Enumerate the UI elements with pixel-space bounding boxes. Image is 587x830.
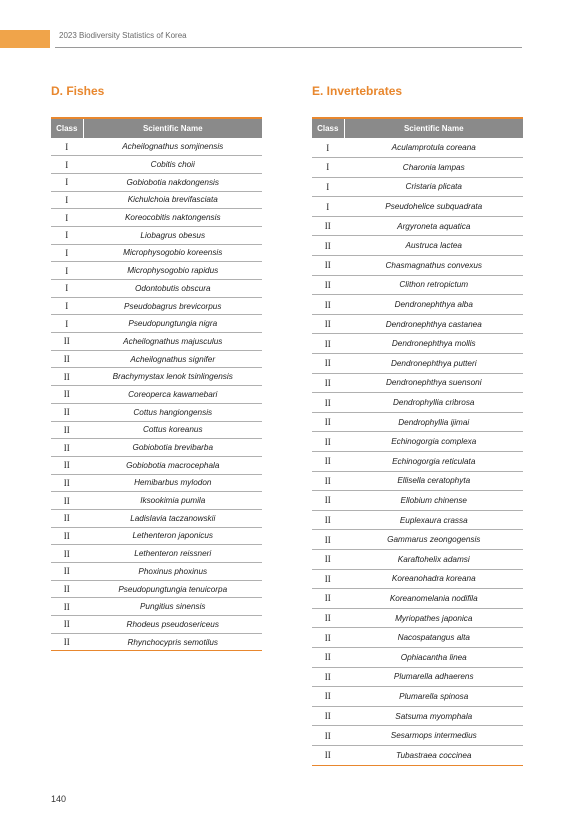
class-cell: I: [312, 158, 344, 178]
class-cell: II: [312, 373, 344, 393]
table-row: [312, 197, 523, 217]
class-cell: II: [312, 608, 344, 628]
fishes-section-title: D. Fishes: [51, 84, 105, 98]
scientific-name-cell: Satsuma myomphala: [344, 706, 523, 726]
class-cell: II: [51, 616, 83, 634]
table-row: [51, 474, 262, 492]
scientific-name-cell: Koreanomelania nodifila: [344, 589, 523, 609]
table-row: [51, 386, 262, 404]
scientific-name-cell: Plumarella spinosa: [344, 687, 523, 707]
scientific-name-cell: Argyroneta aquatica: [344, 216, 523, 236]
table-row: [51, 209, 262, 227]
page-number: 140: [51, 794, 67, 804]
class-cell: II: [312, 530, 344, 550]
scientific-name-cell: Dendronephthya castanea: [344, 314, 523, 334]
scientific-name-cell: Ophiacantha linea: [344, 647, 523, 667]
class-cell: II: [51, 598, 83, 616]
table-row: [312, 745, 523, 765]
table-row: [312, 236, 523, 256]
header-divider: [55, 47, 522, 48]
table-row: [51, 456, 262, 474]
scientific-name-cell: Dendronephthya suensoni: [344, 373, 523, 393]
table-row: [51, 509, 262, 527]
table-row: [51, 616, 262, 634]
table-header-row: [51, 118, 262, 138]
table-row: [312, 314, 523, 334]
table-row: [312, 569, 523, 589]
class-cell: II: [312, 549, 344, 569]
table-row: [312, 667, 523, 687]
class-cell: II: [312, 726, 344, 746]
class-cell: II: [51, 580, 83, 598]
table-row: [51, 403, 262, 421]
scientific-name-cell: Gammarus zeongogensis: [344, 530, 523, 550]
table-row: [51, 315, 262, 333]
table-row: [312, 295, 523, 315]
table-row: [312, 354, 523, 374]
table-row: [312, 216, 523, 236]
table-row: [312, 158, 523, 178]
class-cell: II: [51, 527, 83, 545]
table-row: [312, 726, 523, 746]
class-cell: II: [312, 295, 344, 315]
table-row: [312, 491, 523, 511]
class-cell: I: [51, 226, 83, 244]
class-cell: II: [312, 491, 344, 511]
table-row: [51, 350, 262, 368]
scientific-name-cell: Euplexaura crassa: [344, 510, 523, 530]
table-row: [51, 138, 262, 156]
class-cell: II: [51, 368, 83, 386]
class-cell: II: [51, 545, 83, 563]
class-cell: II: [312, 236, 344, 256]
scientific-name-cell: Karaftohelix adamsi: [344, 549, 523, 569]
scientific-name-cell: Microphysogobio rapidus: [83, 262, 262, 280]
table-row: [312, 628, 523, 648]
class-cell: II: [51, 633, 83, 651]
table-row: [312, 549, 523, 569]
scientific-name-cell: Microphysogobio koreensis: [83, 244, 262, 262]
scientific-name-cell: Aculamprotula coreana: [344, 138, 523, 158]
scientific-name-cell: Dendronephthya putteri: [344, 354, 523, 374]
class-cell: II: [312, 216, 344, 236]
scientific-name-cell: Tubastraea coccinea: [344, 745, 523, 765]
table-row: [312, 412, 523, 432]
scientific-name-cell: Odontobutis obscura: [83, 280, 262, 298]
scientific-name-cell: Phoxinus phoxinus: [83, 563, 262, 581]
column-header-scientific-name: Scientific Name: [344, 118, 523, 138]
table-row: [312, 647, 523, 667]
class-cell: I: [312, 197, 344, 217]
class-cell: II: [312, 667, 344, 687]
scientific-name-cell: Ladislavia taczanowskii: [83, 509, 262, 527]
scientific-name-cell: Brachymystax lenok tsinlingensis: [83, 368, 262, 386]
running-header-title: 2023 Biodiversity Statistics of Korea: [59, 31, 187, 40]
scientific-name-cell: Koreocobitis naktongensis: [83, 209, 262, 227]
class-cell: II: [312, 471, 344, 491]
scientific-name-cell: Myriopathes japonica: [344, 608, 523, 628]
scientific-name-cell: Ellisella ceratophyta: [344, 471, 523, 491]
scientific-name-cell: Chasmagnathus convexus: [344, 256, 523, 276]
table-row: [312, 256, 523, 276]
class-cell: II: [312, 569, 344, 589]
class-cell: I: [51, 262, 83, 280]
scientific-name-cell: Coreoperca kawamebari: [83, 386, 262, 404]
table-row: [51, 439, 262, 457]
fishes-table: [51, 117, 262, 651]
class-cell: II: [51, 563, 83, 581]
class-cell: II: [312, 687, 344, 707]
table-row: [51, 527, 262, 545]
column-header-scientific-name: Scientific Name: [83, 118, 262, 138]
class-cell: I: [51, 315, 83, 333]
class-cell: II: [312, 706, 344, 726]
table-row: [51, 262, 262, 280]
table-row: [312, 589, 523, 609]
table-row: [51, 421, 262, 439]
class-cell: I: [51, 244, 83, 262]
table-row: [312, 706, 523, 726]
scientific-name-cell: Gobiobotia macrocephala: [83, 456, 262, 474]
scientific-name-cell: Dendrophyllia ijimai: [344, 412, 523, 432]
class-cell: II: [312, 745, 344, 765]
table-row: [312, 687, 523, 707]
class-cell: I: [312, 138, 344, 158]
class-cell: I: [51, 156, 83, 174]
table-row: [51, 598, 262, 616]
class-cell: II: [51, 492, 83, 510]
scientific-name-cell: Gobiobotia brevibarba: [83, 439, 262, 457]
invertebrates-section-title: E. Invertebrates: [312, 84, 403, 98]
invertebrates-table: [312, 117, 523, 766]
table-row: [312, 373, 523, 393]
class-cell: II: [51, 350, 83, 368]
class-cell: I: [51, 297, 83, 315]
scientific-name-cell: Charonia lampas: [344, 158, 523, 178]
class-cell: II: [51, 474, 83, 492]
scientific-name-cell: Hemibarbus mylodon: [83, 474, 262, 492]
column-header-class: Class: [51, 118, 83, 138]
table-row: [51, 173, 262, 191]
class-cell: II: [51, 439, 83, 457]
table-row: [51, 297, 262, 315]
table-row: [51, 492, 262, 510]
scientific-name-cell: Dendrophyllia cribrosa: [344, 393, 523, 413]
class-cell: I: [51, 173, 83, 191]
table-row: [312, 608, 523, 628]
table-row: [312, 334, 523, 354]
class-cell: I: [312, 177, 344, 197]
table-row: [312, 471, 523, 491]
table-row: [51, 333, 262, 351]
scientific-name-cell: Acheilognathus signifer: [83, 350, 262, 368]
table-row: [312, 530, 523, 550]
table-row: [51, 563, 262, 581]
class-cell: II: [51, 509, 83, 527]
scientific-name-cell: Pseudohelice subquadrata: [344, 197, 523, 217]
class-cell: I: [51, 209, 83, 227]
table-row: [312, 275, 523, 295]
scientific-name-cell: Austruca lactea: [344, 236, 523, 256]
class-cell: II: [312, 334, 344, 354]
scientific-name-cell: Koreanohadra koreana: [344, 569, 523, 589]
column-header-class: Class: [312, 118, 344, 138]
scientific-name-cell: Dendronephthya mollis: [344, 334, 523, 354]
table-row: [312, 510, 523, 530]
table-row: [51, 545, 262, 563]
class-cell: II: [312, 510, 344, 530]
scientific-name-cell: Cristaria plicata: [344, 177, 523, 197]
scientific-name-cell: Echinogorgia reticulata: [344, 452, 523, 472]
table-row: [312, 432, 523, 452]
table-header-row: [312, 118, 523, 138]
scientific-name-cell: Cottus hangiongensis: [83, 403, 262, 421]
class-cell: II: [312, 647, 344, 667]
table-row: [51, 368, 262, 386]
class-cell: II: [312, 432, 344, 452]
class-cell: I: [51, 191, 83, 209]
table-row: [312, 393, 523, 413]
class-cell: II: [312, 412, 344, 432]
scientific-name-cell: Cobitis choii: [83, 156, 262, 174]
scientific-name-cell: Acheilognathus somjinensis: [83, 138, 262, 156]
scientific-name-cell: Lethenteron japonicus: [83, 527, 262, 545]
scientific-name-cell: Pseudopungtungia nigra: [83, 315, 262, 333]
scientific-name-cell: Liobagrus obesus: [83, 226, 262, 244]
class-cell: II: [312, 452, 344, 472]
scientific-name-cell: Kichulchoia brevifasciata: [83, 191, 262, 209]
table-row: [51, 244, 262, 262]
scientific-name-cell: Pseudobagrus brevicorpus: [83, 297, 262, 315]
class-cell: II: [312, 393, 344, 413]
scientific-name-cell: Cottus koreanus: [83, 421, 262, 439]
class-cell: II: [51, 403, 83, 421]
scientific-name-cell: Ellobium chinense: [344, 491, 523, 511]
scientific-name-cell: Rhodeus pseudosericeus: [83, 616, 262, 634]
scientific-name-cell: Sesarmops intermedius: [344, 726, 523, 746]
scientific-name-cell: Pungitius sinensis: [83, 598, 262, 616]
table-row: [51, 156, 262, 174]
scientific-name-cell: Dendronephthya alba: [344, 295, 523, 315]
table-row: [51, 280, 262, 298]
scientific-name-cell: Lethenteron reissneri: [83, 545, 262, 563]
table-row: [51, 580, 262, 598]
scientific-name-cell: Rhynchocypris semotilus: [83, 633, 262, 651]
table-row: [51, 633, 262, 651]
class-cell: I: [51, 138, 83, 156]
table-row: [312, 138, 523, 158]
table-row: [51, 191, 262, 209]
table-row: [51, 226, 262, 244]
header-accent-tab: [0, 30, 50, 48]
class-cell: II: [51, 386, 83, 404]
scientific-name-cell: Acheilognathus majusculus: [83, 333, 262, 351]
scientific-name-cell: Clithon retropictum: [344, 275, 523, 295]
scientific-name-cell: Pseudopungtungia tenuicorpa: [83, 580, 262, 598]
class-cell: II: [312, 275, 344, 295]
scientific-name-cell: Gobiobotia nakdongensis: [83, 173, 262, 191]
scientific-name-cell: Nacospatangus alta: [344, 628, 523, 648]
scientific-name-cell: Echinogorgia complexa: [344, 432, 523, 452]
class-cell: II: [312, 256, 344, 276]
class-cell: II: [51, 456, 83, 474]
class-cell: I: [51, 280, 83, 298]
table-row: [312, 452, 523, 472]
class-cell: II: [51, 333, 83, 351]
class-cell: II: [51, 421, 83, 439]
scientific-name-cell: Plumarella adhaerens: [344, 667, 523, 687]
class-cell: II: [312, 354, 344, 374]
class-cell: II: [312, 589, 344, 609]
scientific-name-cell: Iksookimia pumila: [83, 492, 262, 510]
table-row: [312, 177, 523, 197]
class-cell: II: [312, 628, 344, 648]
class-cell: II: [312, 314, 344, 334]
